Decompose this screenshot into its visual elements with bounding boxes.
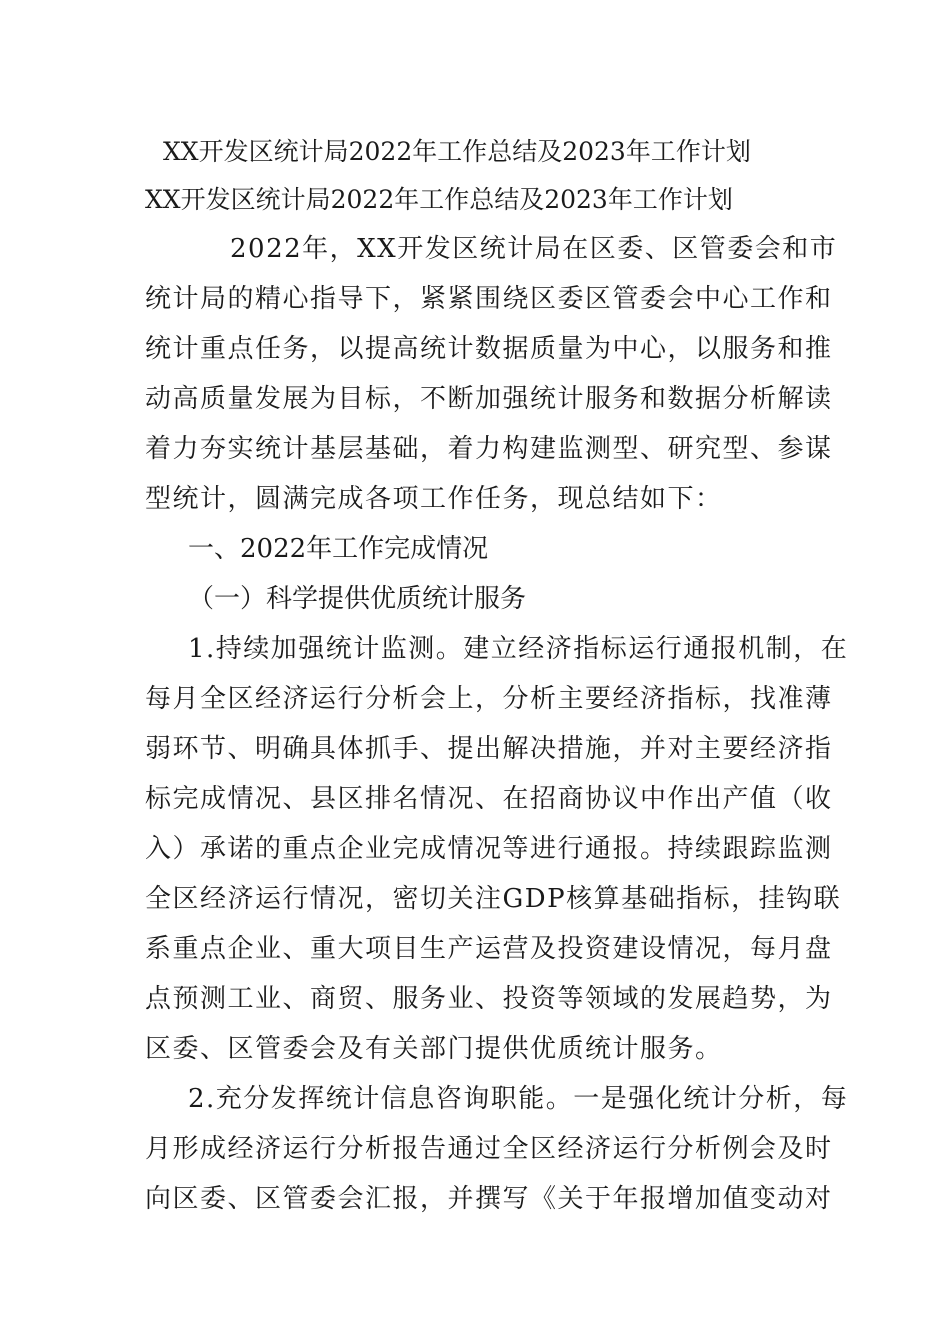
item1-line: 全区经济运行情况，密切关注GDP核算基础指标，挂钩联 — [145, 884, 842, 914]
document-title: XX开发区统计局2022年工作总结及2023年工作计划 — [163, 137, 751, 166]
item2-line: 2.充分发挥统计信息咨询职能。一是强化统计分析，每 — [188, 1084, 849, 1114]
document-title-repeat: XX开发区统计局2022年工作总结及2023年工作计划 — [145, 185, 733, 214]
section-heading: 一、2022年工作完成情况 — [188, 534, 489, 564]
item1-line: 系重点企业、重大项目生产运营及投资建设情况，每月盘 — [145, 934, 833, 964]
item1-line: 每月全区经济运行分析会上，分析主要经济指标，找准薄 — [145, 684, 833, 714]
subsection-heading: （一）科学提供优质统计服务 — [188, 584, 527, 614]
item1-line: 点预测工业、商贸、服务业、投资等领域的发展趋势，为 — [145, 984, 833, 1014]
item1-line: 区委、区管委会及有关部门提供优质统计服务。 — [145, 1034, 723, 1064]
intro-line: 2022年，XX开发区统计局在区委、区管委会和市 — [230, 234, 838, 264]
intro-line: 着力夯实统计基层基础，着力构建监测型、研究型、参谋 — [145, 434, 833, 464]
intro-line: 统计局的精心指导下，紧紧围绕区委区管委会中心工作和 — [145, 284, 833, 314]
item1-line: 弱环节、明确具体抓手、提出解决措施，并对主要经济指 — [145, 734, 833, 764]
intro-line: 统计重点任务，以提高统计数据质量为中心，以服务和推 — [145, 334, 833, 364]
item2-line: 向区委、区管委会汇报，并撰写《关于年报增加值变动对 — [145, 1184, 833, 1214]
item2-line: 月形成经济运行分析报告通过全区经济运行分析例会及时 — [145, 1134, 833, 1164]
intro-line: 动高质量发展为目标，不断加强统计服务和数据分析解读 — [145, 384, 833, 414]
intro-line: 型统计，圆满完成各项工作任务，现总结如下： — [145, 484, 723, 514]
item1-line: 1.持续加强统计监测。建立经济指标运行通报机制，在 — [188, 634, 849, 664]
item1-line: 标完成情况、县区排名情况、在招商协议中作出产值（收 — [145, 784, 833, 814]
item1-line: 入）承诺的重点企业完成情况等进行通报。持续跟踪监测 — [145, 834, 833, 864]
